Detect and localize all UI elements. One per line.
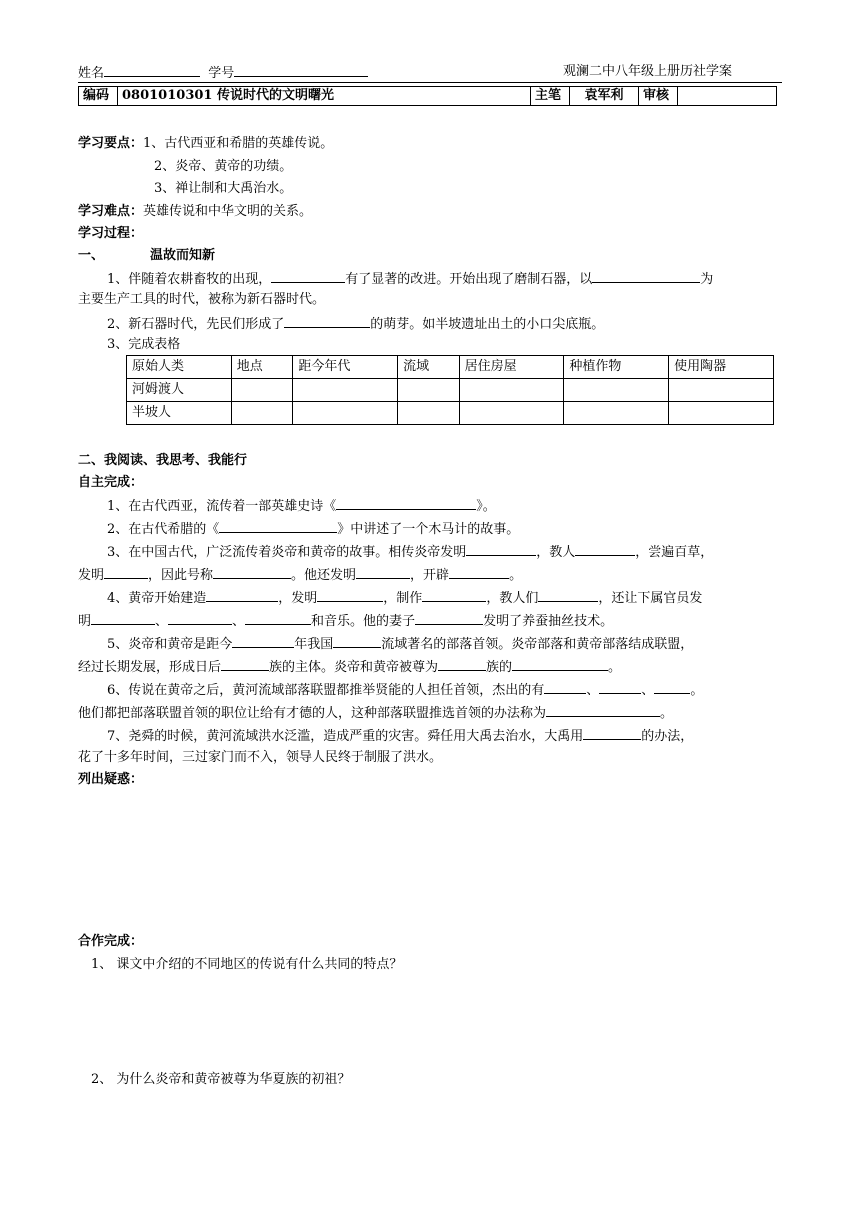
text: 1、伴随着农耕畜牧的出现，: [107, 272, 272, 287]
s2-q5-cont: [78, 658, 621, 676]
text: 和音乐。他的妻子: [311, 614, 416, 629]
s2-q4: [107, 589, 702, 607]
blank[interactable]: [219, 520, 337, 533]
id-blank[interactable]: [234, 64, 368, 77]
primitive-people-table: [126, 355, 774, 425]
s1-q1-cont: 主要生产工具的时代，被称为新石器时代。: [78, 292, 326, 307]
table-cell-input[interactable]: [459, 379, 564, 402]
table-header-cell: 种植作物: [564, 356, 669, 379]
table-cell-input[interactable]: [669, 402, 774, 425]
s2-q6-cont: [78, 704, 673, 722]
blank[interactable]: [449, 566, 509, 579]
s1-q2: [107, 315, 604, 333]
code-label: 编码: [79, 87, 118, 106]
blank[interactable]: [206, 589, 278, 602]
text: ，发明: [278, 591, 318, 606]
s1-q3: 3、完成表格: [107, 337, 181, 352]
text: ，教人: [536, 545, 576, 560]
text: 、: [641, 683, 655, 698]
blank[interactable]: [599, 681, 641, 694]
text: 明: [78, 614, 92, 629]
self-complete-label: 自主完成：: [78, 475, 144, 490]
text: ，尝遍百草，: [635, 545, 714, 560]
author-label: 主笔: [531, 87, 570, 106]
blank[interactable]: [91, 612, 155, 625]
blank[interactable]: [575, 543, 635, 556]
text: ，制作: [383, 591, 423, 606]
table-header-cell: 使用陶器: [669, 356, 774, 379]
section1-number: 一、: [78, 248, 105, 263]
header-rule: [78, 82, 782, 83]
text: 、: [232, 614, 246, 629]
text: 族的主体。炎帝和黄帝被尊为: [269, 660, 439, 675]
name-label: 姓名: [78, 66, 105, 81]
table-cell: 河姆渡人: [127, 379, 232, 402]
s2-q5: [107, 635, 693, 653]
course-title: 观澜二中八年级上册历社学案: [563, 64, 733, 79]
blank[interactable]: [104, 566, 148, 579]
goal-item: 2、炎帝、黄帝的功绩。: [154, 159, 293, 174]
s2-q4-cont: [78, 612, 613, 630]
text: 6、传说在黄帝之后，黄河流域部落联盟都推举贤能的人担任首领，杰出的有: [107, 683, 545, 698]
coop-question-2: 2、 为什么炎帝和黄帝被尊为华夏族的初祖？: [91, 1072, 351, 1087]
process-label: 学习过程：: [78, 226, 144, 241]
text: 5、炎帝和黄帝是距今: [107, 637, 233, 652]
goals-line-1: [78, 136, 333, 152]
goal-item: 3、禅让制和大禹治水。: [154, 181, 293, 196]
text: 。: [608, 660, 622, 675]
blank[interactable]: [317, 589, 383, 602]
section1-heading: [78, 248, 215, 264]
blank[interactable]: [546, 704, 660, 717]
blank[interactable]: [356, 566, 410, 579]
blank[interactable]: [232, 635, 294, 648]
s2-q1: [107, 497, 496, 515]
table-header-cell: 流域: [398, 356, 460, 379]
text: 。他还发明: [291, 568, 357, 583]
table-cell-input[interactable]: [564, 402, 669, 425]
text: 2、在古代希腊的《: [107, 522, 220, 537]
text: ，开辟: [410, 568, 450, 583]
text: ，教人们: [486, 591, 539, 606]
text: 经过长期发展，形成日后: [78, 660, 222, 675]
text: 》中讲述了一个木马计的故事。: [337, 522, 520, 537]
blank[interactable]: [271, 270, 345, 283]
review-label: 审核: [639, 87, 678, 106]
text: 发明: [78, 568, 105, 583]
table-header-cell: 地点: [231, 356, 293, 379]
blank[interactable]: [438, 658, 486, 671]
s1-q1: [107, 270, 713, 288]
text: 发明了养蚕抽丝技术。: [483, 614, 614, 629]
table-header-row: [127, 356, 774, 379]
text: 、: [155, 614, 169, 629]
goal-item: 1、古代西亚和希腊的英雄传说。: [143, 136, 334, 151]
blank[interactable]: [168, 612, 232, 625]
table-cell-input[interactable]: [231, 402, 293, 425]
text: ，因此号称: [148, 568, 214, 583]
table-cell-input[interactable]: [293, 379, 398, 402]
section2-heading: 二、我阅读、我思考、我能行: [78, 453, 248, 468]
table-row: [127, 402, 774, 425]
blank[interactable]: [213, 566, 291, 579]
table-cell-input[interactable]: [398, 402, 460, 425]
s2-q7: [107, 727, 693, 745]
blank[interactable]: [336, 497, 476, 510]
table-header-cell: 原始人类: [127, 356, 232, 379]
text: 》。: [476, 499, 496, 514]
blank[interactable]: [466, 543, 536, 556]
id-label: 学号: [208, 66, 235, 81]
text: 为: [700, 272, 714, 287]
table-cell-input[interactable]: [231, 379, 293, 402]
meta-table: [78, 86, 777, 106]
blank[interactable]: [284, 315, 370, 328]
text: 1、在古代西亚，流传着一部英雄史诗《: [107, 499, 337, 514]
table-row: [127, 379, 774, 402]
s2-q3-cont: [78, 566, 522, 584]
coop-question-1: 1、 课文中介绍的不同地区的传说有什么共同的特点？: [91, 957, 403, 972]
s2-q7-cont: 花了十多年时间，三过家门而不入，领导人民终于制服了洪水。: [78, 750, 443, 765]
table-cell-input[interactable]: [669, 379, 774, 402]
goals-label: 学习要点：: [78, 136, 144, 151]
text: 3、在中国古代，广泛流传着炎帝和黄帝的故事。相传炎帝发明: [107, 545, 467, 560]
table-cell-input[interactable]: [459, 402, 564, 425]
name-field: [78, 64, 368, 82]
text: 族的: [486, 660, 513, 675]
text: 4、黄帝开始建造: [107, 591, 207, 606]
text: 。: [660, 706, 674, 721]
text: 2、新石器时代，先民们形成了: [107, 317, 285, 332]
name-blank[interactable]: [104, 64, 200, 77]
blank[interactable]: [333, 635, 381, 648]
blank[interactable]: [512, 658, 608, 671]
blank[interactable]: [221, 658, 269, 671]
text: 有了显著的改进。开始出现了磨制石器，以: [345, 272, 593, 287]
blank[interactable]: [583, 727, 641, 740]
table-cell-input[interactable]: [293, 402, 398, 425]
blank[interactable]: [422, 589, 486, 602]
difficulty-label: 学习难点：: [78, 204, 144, 219]
table-cell-input[interactable]: [564, 379, 669, 402]
text: 的萌芽。如半坡遗址出土的小口尖底瓶。: [370, 317, 605, 332]
text: 7、尧舜的时候，黄河流域洪水泛滥，造成严重的灾害。舜任用大禹去治水，大禹用: [107, 729, 584, 744]
author-name: 袁军利: [570, 87, 639, 106]
blank[interactable]: [245, 612, 311, 625]
coop-label: 合作完成：: [78, 934, 144, 949]
s2-q2: [107, 520, 519, 538]
difficulty-line: [78, 204, 312, 220]
blank[interactable]: [538, 589, 598, 602]
difficulty-text: 英雄传说和中华文明的关系。: [143, 204, 313, 219]
text: 他们都把部落联盟首领的职位让给有才德的人，这种部落联盟推选首领的办法称为: [78, 706, 547, 721]
text: 。: [690, 683, 704, 698]
table-cell: 半坡人: [127, 402, 232, 425]
blank[interactable]: [544, 681, 586, 694]
blank[interactable]: [654, 681, 690, 694]
text: ，还让下属官员发: [598, 591, 703, 606]
text: 的办法，: [641, 729, 694, 744]
review-value: [678, 87, 777, 106]
lesson-code-title: 0801010301 传说时代的文明曙光: [118, 87, 531, 106]
section1-title: 温故而知新: [150, 248, 216, 263]
s2-q3: [107, 543, 713, 561]
text: 流域著名的部落首领。炎帝部落和黄帝部落结成联盟，: [381, 637, 694, 652]
text: 年我国: [294, 637, 334, 652]
table-header-cell: 居住房屋: [459, 356, 564, 379]
doubts-label: 列出疑惑：: [78, 772, 144, 787]
table-cell-input[interactable]: [398, 379, 460, 402]
blank[interactable]: [415, 612, 483, 625]
text: 。: [509, 568, 523, 583]
text: 、: [586, 683, 600, 698]
s2-q6: [107, 681, 703, 699]
table-header-cell: 距今年代: [293, 356, 398, 379]
blank[interactable]: [592, 270, 700, 283]
